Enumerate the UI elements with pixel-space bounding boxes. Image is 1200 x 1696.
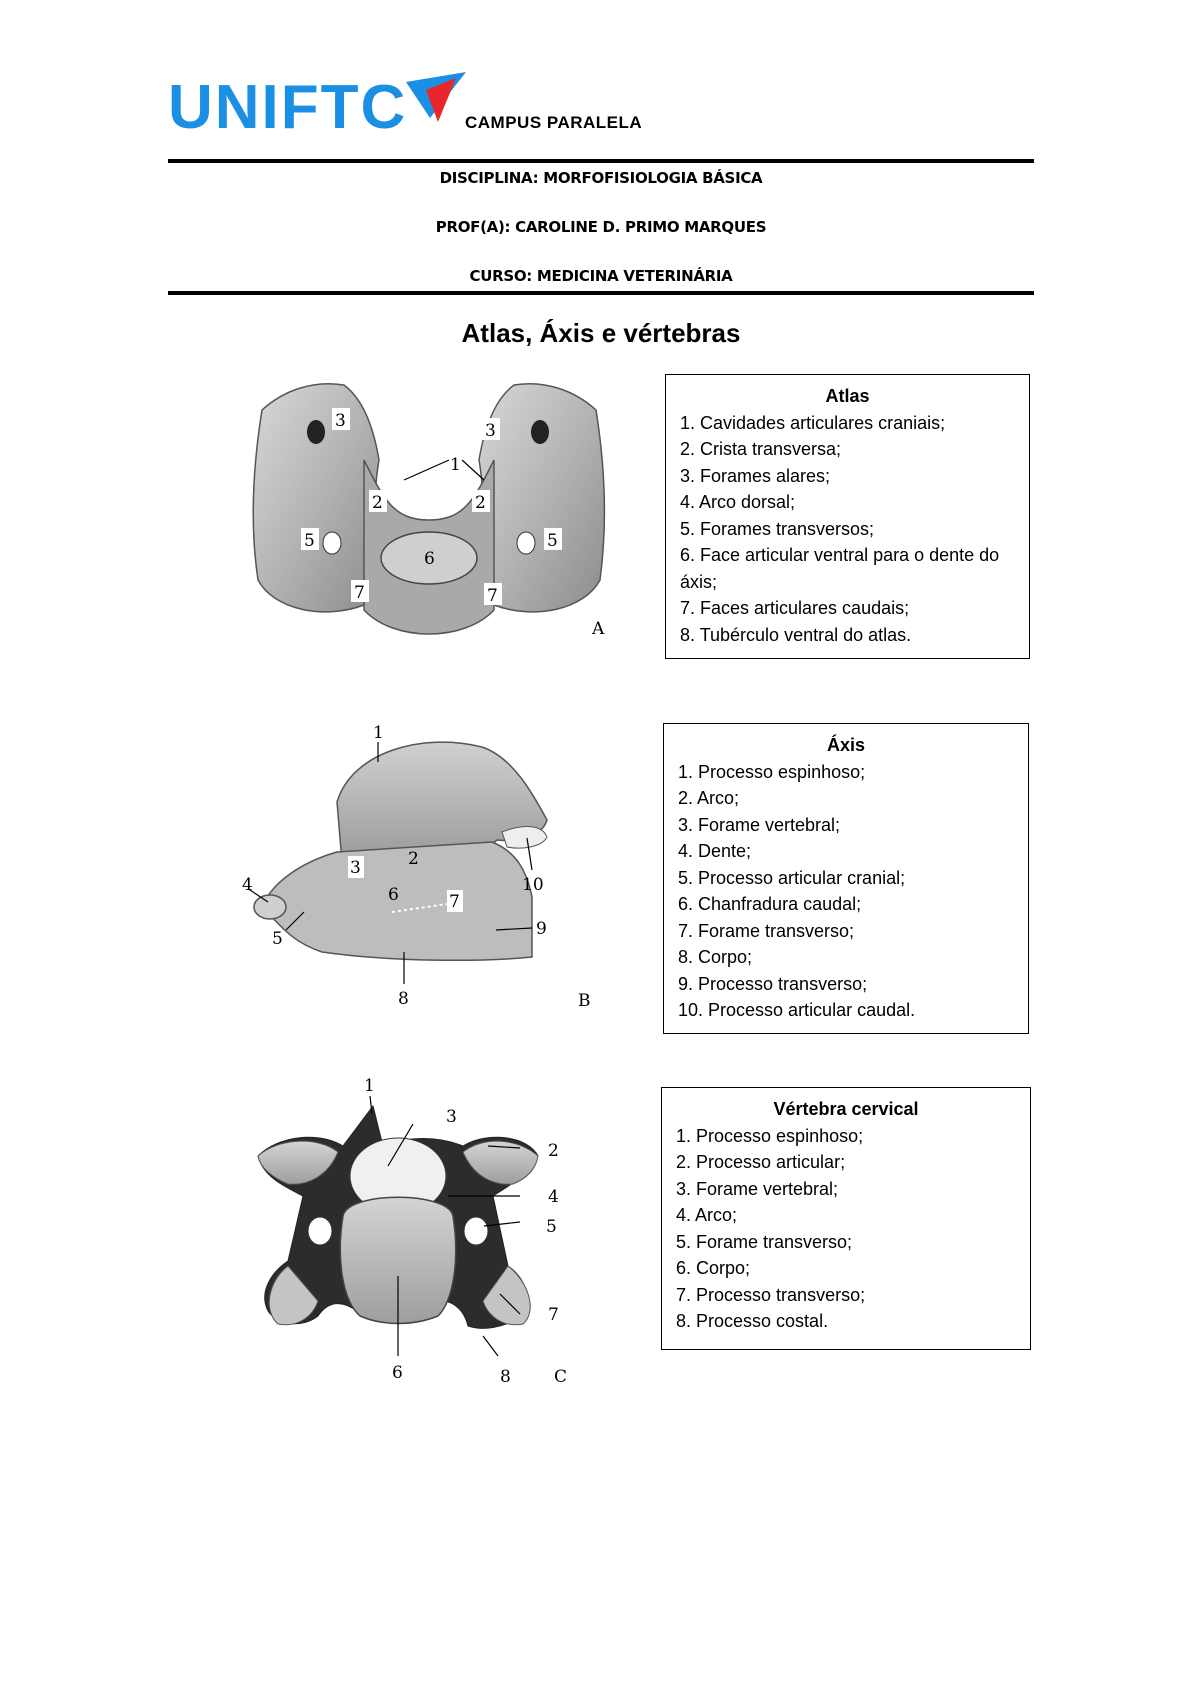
callout-c-8: 8 [500,1367,511,1387]
campus-name: CAMPUS PARALELA [465,113,643,132]
callout-c-2: 2 [548,1141,559,1161]
atlas-alar-foramen-left [307,420,325,444]
callout-b-9: 9 [536,919,547,939]
figure-letter-b: B [578,991,591,1011]
legend-atlas [665,374,1030,659]
callout-a-7-right: 7 [487,586,498,606]
callout-b-4: 4 [242,875,253,895]
cervical-vertebra-illustration [248,1066,578,1391]
callout-b-3: 3 [350,858,361,878]
header-top-rule [168,159,1034,163]
list-item: 7. Processo transverso; [676,1284,866,1305]
professor-line: PROF(A): CAROLINE D. PRIMO MARQUES [435,218,767,236]
legend-axis [663,723,1029,1034]
list-item: 10. Processo articular caudal. [678,1000,916,1020]
discipline-line: DISCIPLINA: MORFOFISIOLOGIA BÁSICA [439,169,763,187]
course-line: CURSO: MEDICINA VETERINÁRIA [469,267,733,285]
callout-c-3: 3 [446,1107,457,1127]
callout-a-2-right: 2 [475,493,486,513]
callout-c-5: 5 [546,1217,557,1237]
callout-a-7-left: 7 [354,583,365,603]
callout-line [404,460,449,480]
list-item: 1. Processo espinhoso; [676,1125,864,1146]
list-item: 1. Cavidades articulares craniais; [680,412,946,433]
list-item: 7. Faces articulares caudais; [680,598,910,618]
atlas-left-wing [253,384,379,612]
list-item: 1. Processo espinhoso; [678,761,866,782]
list-item: 7. Forame transverso; [678,920,855,941]
callout-b-1: 1 [373,723,384,743]
list-item: 4. Dente; [678,841,752,861]
callout-a-6: 6 [424,549,435,569]
list-item: 8. Tubérculo ventral do atlas. [680,624,912,645]
list-item: 3. Forame vertebral; [678,814,841,835]
legend-cervical-list [676,1123,1016,1335]
callout-c-7: 7 [548,1305,559,1325]
callout-c-1: 1 [364,1076,375,1096]
list-item: 8. Corpo; [678,947,753,967]
list-item: 3. Forames alares; [680,465,831,486]
cervical-transverse-foramen-right [464,1217,488,1245]
list-item: 2. Crista transversa; [680,439,842,459]
page-title: Atlas, Áxis e vértebras [461,318,741,348]
figure-axis [242,712,598,1014]
callout-b-2: 2 [408,849,419,869]
list-item: 9. Processo transverso; [678,973,868,994]
list-item: 6. Chanfradura caudal; [678,894,862,914]
callout-b-7: 7 [449,892,460,912]
figure-letter-c: C [554,1367,568,1387]
list-item: 4. Arco; [676,1205,738,1225]
list-item: 6. Face articular ventral para o dente do áxis; [680,545,1000,592]
list-item: 5. Processo articular cranial; [678,867,906,888]
axis-illustration [242,712,598,1014]
list-item: 2. Arco; [678,788,740,808]
callout-b-5: 5 [272,929,283,949]
callout-a-2-left: 2 [372,493,383,513]
legend-cervical-title: Vértebra cervical [773,1099,919,1119]
legend-axis-title: Áxis [826,735,866,755]
legend-atlas-list [680,410,1015,649]
callout-a-5-left: 5 [304,531,315,551]
logo-wordmark: UNIFTC [168,73,408,140]
list-item: 4. Arco dorsal; [680,492,796,512]
list-item: 6. Corpo; [676,1258,751,1278]
callout-a-3-right: 3 [485,421,496,441]
list-item: 2. Processo articular; [676,1152,846,1172]
atlas-transverse-foramen-right [517,532,535,554]
cervical-transverse-foramen-left [308,1217,332,1245]
callout-b-10: 10 [522,875,544,895]
legend-cervical [661,1087,1031,1350]
figure-letter-a: A [592,619,605,639]
atlas-transverse-foramen-left [323,532,341,554]
uniftc-logo-graphic [168,70,468,140]
atlas-alar-foramen-right [531,420,549,444]
list-item: 3. Forame vertebral; [676,1178,839,1199]
legend-axis-list [678,759,1014,1024]
callout-c-6: 6 [392,1363,403,1383]
atlas-right-wing [479,384,604,612]
header-bottom-rule [168,291,1034,295]
legend-atlas-title: Atlas [825,386,870,406]
callout-a-3-left: 3 [335,411,346,431]
axis-caudal-articular-process [502,827,547,849]
uniftc-logo [168,70,468,140]
callout-a-5-right: 5 [547,531,558,551]
axis-dens [254,895,286,919]
list-item: 5. Forames transversos; [680,518,875,539]
callout-b-8: 8 [398,989,409,1009]
figure-cervical-vertebra [248,1066,578,1391]
list-item: 5. Forame transverso; [676,1231,853,1252]
figure-atlas [244,380,614,642]
list-item: 8. Processo costal. [676,1311,829,1331]
atlas-illustration [244,380,614,642]
callout-b-6: 6 [388,885,399,905]
callout-c-4: 4 [548,1187,559,1207]
callout-line [483,1336,498,1356]
callout-a-1: 1 [450,455,461,475]
